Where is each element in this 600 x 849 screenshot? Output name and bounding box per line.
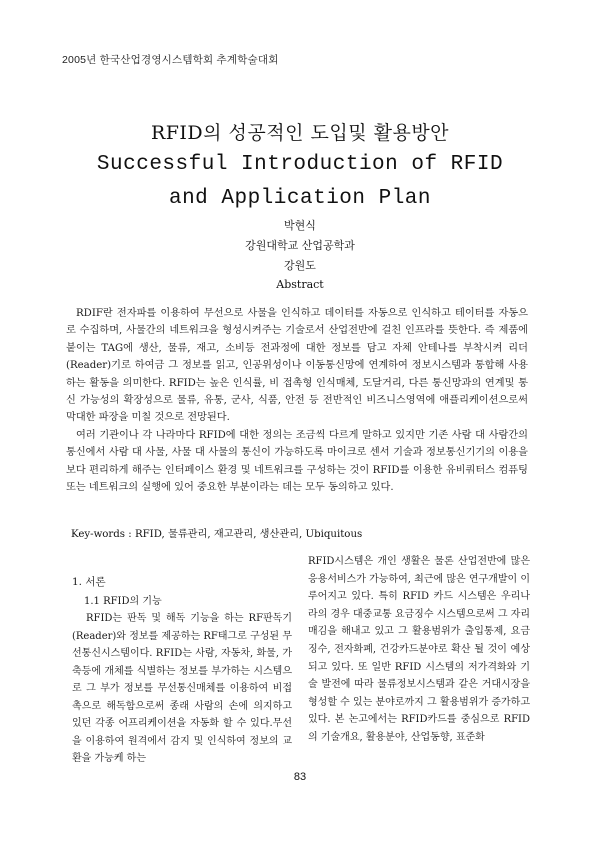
section-title: 1. 서론 — [72, 576, 106, 588]
title-block — [0, 118, 600, 276]
page-number: 83 — [293, 771, 307, 783]
title-english-line1: Successful Introduction of RFID — [96, 153, 504, 176]
author-name: 박현식 — [284, 219, 316, 232]
keywords: Key-words : RFID, 물류관리, 재고관리, 생산관리, Ubiquitous — [71, 529, 363, 540]
author-affiliation: 강원대학교 산업공학과 — [245, 239, 355, 252]
right-column — [308, 553, 530, 747]
abstract-paragraph-2: 여러 기관이나 각 나라마다 RFID에 대한 정의는 조금씩 다르게 말하고 있지만 기존 사람 대 사람간의 통신에서 사람 대 사물, 사물 대 사물의 통신이 가능하도록 마이크로 센서 기술과 정보통신기기의 이용을 보다 편리하게 해주는 인터페이스 환경 및 네트워크를 구성하는 것이 RFID를 이용한 유비쿼터스 컴퓨팅 또는 네트워크의 실행에 있어 중요한 부분이라는 데는 모두 동의하고 있다. — [66, 429, 528, 494]
abstract-heading: Abstract — [276, 278, 324, 291]
abstract-body — [66, 305, 528, 496]
running-header: 2005년 한국산업경영시스템학회 추계학술대회 — [62, 54, 279, 66]
title-english-line2: and Application Plan — [168, 187, 432, 210]
subsection-title: 1.1 RFID의 기능 — [84, 595, 162, 607]
body-paragraph-right: RFID시스템은 개인 생활은 물론 산업전반에 많은 응용서비스가 가능하여, 최근에 많은 연구개발이 이루어지고 있다. 특히 RFID 카드 시스템은 우리나라의 경우 대중교통 요금징수 시스템으로써 그 자리 매김을 해내고 있고 그 활용범위가 출입통제, 요금징수, 전자화폐, 건강카드분야로 확산 될 것이 예상되고 있다. 또 일반 RFID 시스템의 저가격화와 기술 발전에 따라 물류정보시스템과 같은 거대시장을 형성할 수 있는 분야로까지 그 활용범위가 증가하고 있다. 본 논고에서는 RFID카드를 중심으로 RFID의 기술개요, 활용분야, 산업동향, 표준화 — [308, 556, 530, 743]
title-korean: RFID의 성공적인 도입및 활용방안 — [150, 122, 450, 144]
body-paragraph-left: RFID는 판독 및 해독 기능을 하는 RF판독기(Reader)와 정보를 제공하는 RF태그로 구성된 무선통신시스템이다. RFID는 사람, 자동차, 화물, 가축등에 개체를 식별하는 정보를 부가하는 시스템으로 그 부가 정보를 무선통신매체를 이용하여 비접촉으로 해독함으로써 종래 사람의 손에 의지하고 있던 각종 어프리케이션을 자동화 할 수 있다.무선을 이용하여 원격에서 감지 및 인식하여 정보의 교환을 가능케 하는 — [72, 613, 292, 764]
abstract-paragraph-1: RDIF란 전자파를 이용하여 무선으로 사물을 인식하고 데이터를 자동으로 인식하고 테이터를 자동으로 수집하며, 사물간의 네트워크을 형성시켜주는 기술로서 산업전반에 걸친 인프라를 뜻한다. 즉 제품에 붙이는 TAG에 생산, 물류, 재고, 소비등 전과정에 대한 정보를 담고 자체 안테나를 부착시켜 리더(Reader)기로 하여금 그 정보를 읽고, 인공위성이나 이동통신망에 연계하여 정보시스템과 통합해 사용하는 활동을 의미한다. RFID는 높은 인식률, 비 접촉형 인식매체, 도달거리, 다른 통신망과의 연계및 통신 가능성의 확장성으로 물류, 유통, 군사, 식품, 안전 등 전반적인 비즈니스영역에 애플리케이션으로써 막대한 파장을 미칠 것으로 전망된다. — [66, 308, 528, 424]
author-location: 강원도 — [284, 259, 316, 272]
left-column — [72, 574, 292, 768]
